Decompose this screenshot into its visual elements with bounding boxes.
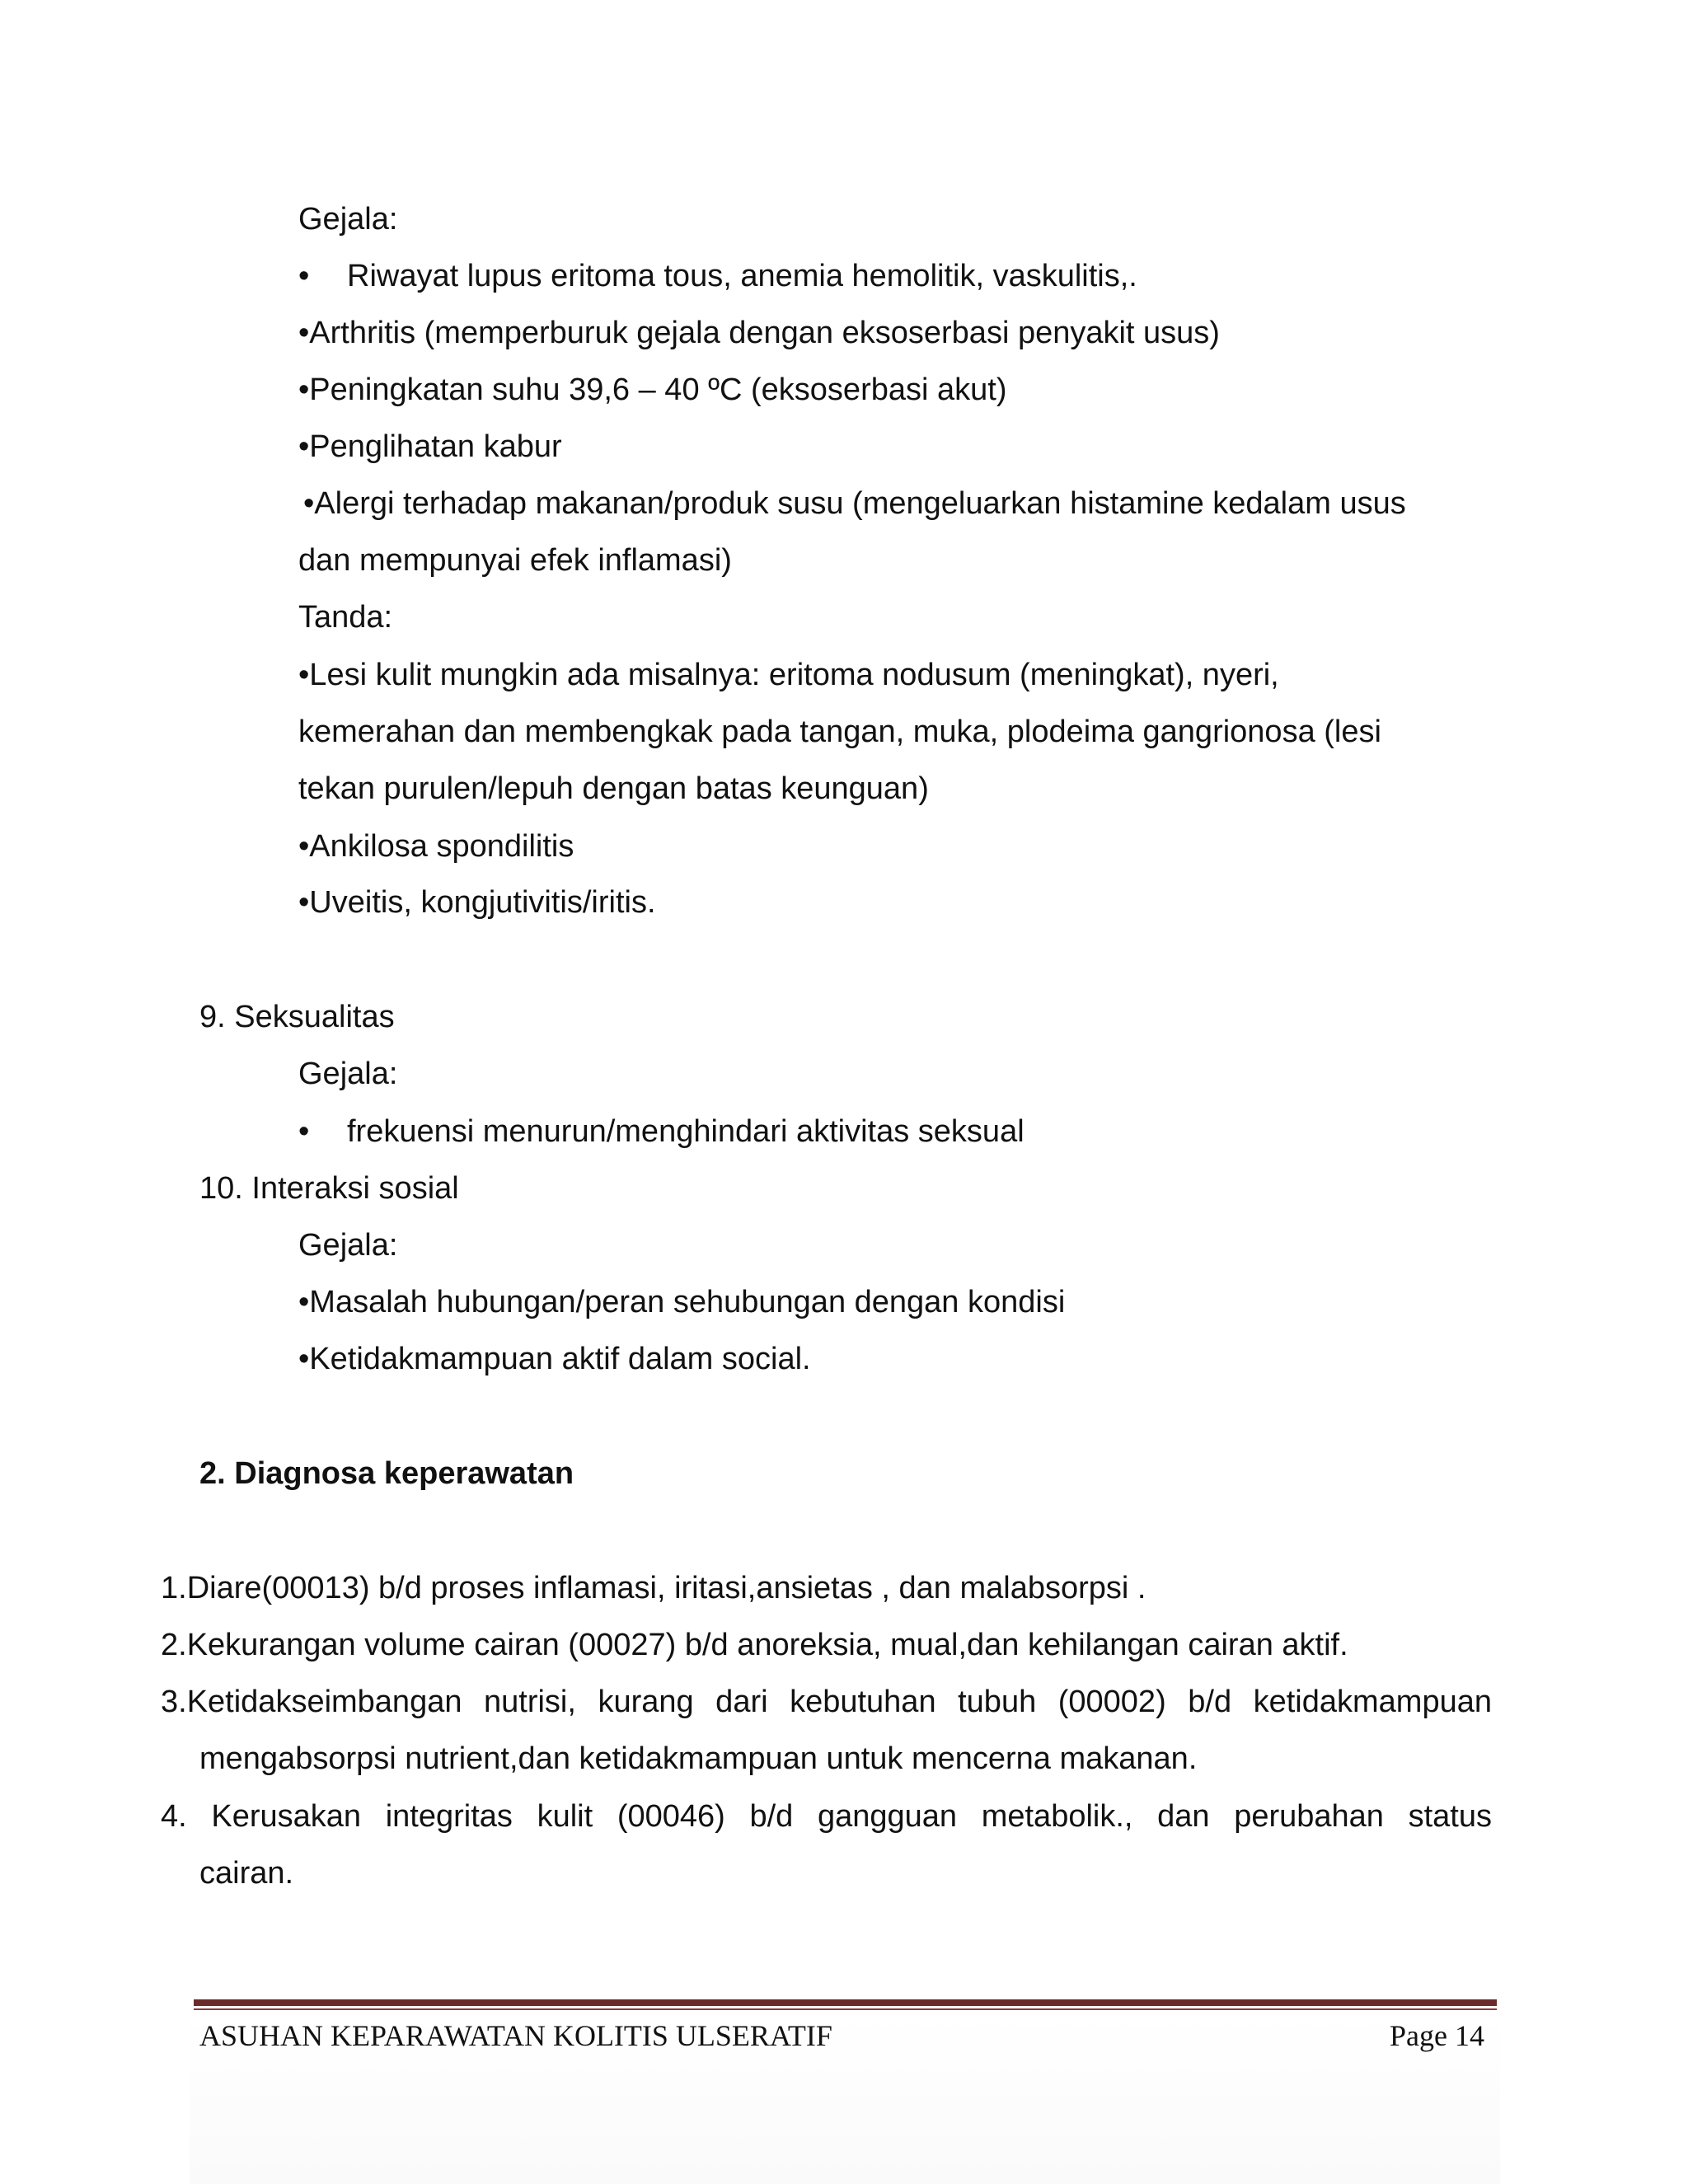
sign-item: •Ankilosa spondilitis <box>298 829 574 864</box>
symptom-item: Riwayat lupus eritoma tous, anemia hemolitik, vaskulitis,. <box>347 259 1137 293</box>
symptom-item: •Masalah hubungan/peran sehubungan dengan kondisi <box>298 1285 1066 1319</box>
symptom-item: frekuensi menurun/menghindari aktivitas seksual <box>347 1114 1025 1149</box>
sign-item-continued: kemerahan dan membengkak pada tangan, muka, plodeima gangrionosa (lesi <box>298 715 1381 749</box>
diagnosis-item-continued: mengabsorpsi nutrient,dan ketidakmampuan untuk mencerna makanan. <box>199 1741 1198 1776</box>
sign-item: •Uveitis, kongjutivitis/iritis. <box>298 885 656 920</box>
bullet-marker: • <box>298 1114 310 1149</box>
sign-item: •Lesi kulit mungkin ada misalnya: eritoma nodusum (meningkat), nyeri, <box>298 658 1279 692</box>
footer-title: ASUHAN KEPARAWATAN KOLITIS ULSERATIF <box>199 2019 832 2052</box>
bullet-marker: • <box>298 259 310 293</box>
diagnosis-item: 4. Kerusakan integritas kulit (00046) b/d gangguan metabolik., dan perubahan status <box>161 1799 1492 1834</box>
diagnosa-heading: 2. Diagnosa keperawatan <box>199 1456 574 1491</box>
diagnosis-item-continued: cairan. <box>199 1856 294 1891</box>
symptom-item: •Ketidakmampuan aktif dalam social. <box>298 1342 811 1376</box>
gejala-label: Gejala: <box>298 1057 398 1091</box>
page-number: Page 14 <box>1390 2019 1484 2052</box>
gejala-label: Gejala: <box>298 1228 398 1263</box>
symptom-item-continued: dan mempunyai efek inflamasi) <box>298 543 732 578</box>
diagnosis-item: 3.Ketidakseimbangan nutrisi, kurang dari kebutuhan tubuh (00002) b/d ketidakmampuan <box>161 1685 1492 1719</box>
diagnosis-item: 1.Diare(00013) b/d proses inflamasi, iritasi,ansietas , dan malabsorpsi . <box>161 1571 1146 1605</box>
sign-item-continued: tekan purulen/lepuh dengan batas keunguan) <box>298 771 929 806</box>
symptom-item: •Peningkatan suhu 39,6 – 40 ºC (eksoserbasi akut) <box>298 373 1007 407</box>
section-heading-seksualitas: 9. Seksualitas <box>199 1000 395 1034</box>
diagnosis-item: 2.Kekurangan volume cairan (00027) b/d anoreksia, mual,dan kehilangan cairan aktif. <box>161 1628 1348 1662</box>
symptom-item: •Penglihatan kabur <box>298 429 562 464</box>
footer-rule-thin <box>194 2008 1497 2010</box>
section-heading-interaksi-sosial: 10. Interaksi sosial <box>199 1171 459 1206</box>
footer-rule <box>194 1999 1497 2006</box>
symptom-item: •Arthritis (memperburuk gejala dengan eksoserbasi penyakit usus) <box>298 316 1220 350</box>
tanda-label: Tanda: <box>298 600 393 635</box>
symptom-item: •Alergi terhadap makanan/produk susu (mengeluarkan histamine kedalam usus <box>303 486 1406 521</box>
gejala-label: Gejala: <box>298 202 398 237</box>
